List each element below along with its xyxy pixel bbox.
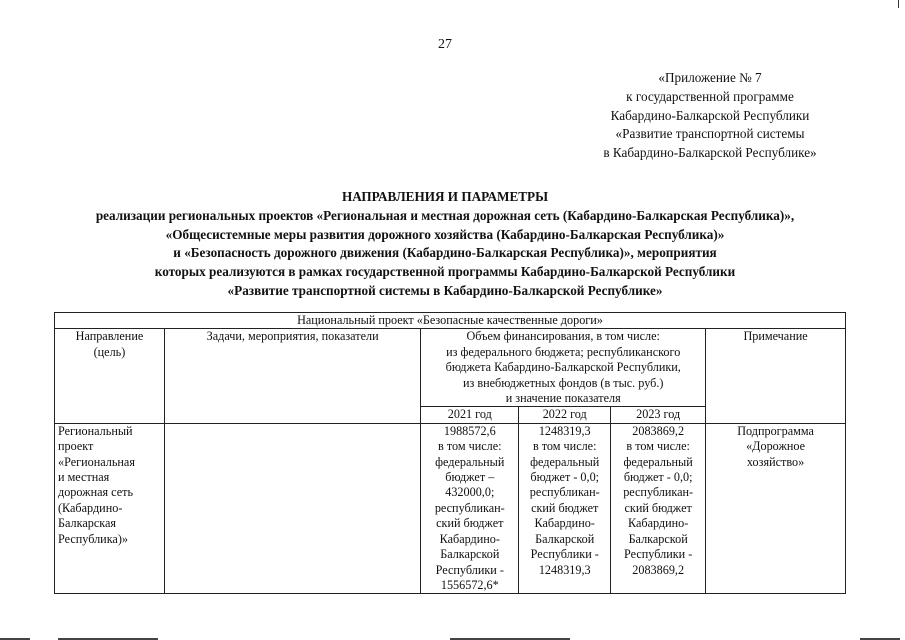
document-heading (0, 188, 890, 301)
row-2023-line: 2083869,2 (632, 423, 685, 438)
row-2021-line: 1556572,6* (440, 577, 499, 592)
row-2023-line: в том числе: (626, 439, 690, 454)
row-direction-line: дорожная сеть (58, 485, 134, 500)
row-note-line: хозяйство» (746, 454, 805, 469)
row-2023-line: Кабардино- (627, 516, 689, 531)
page-number: 27 (438, 37, 452, 52)
appendix-line: в Кабардино-Балкарской Республике» (603, 145, 817, 161)
row-2022-line: 1248319,3 (538, 562, 591, 577)
heading-line: реализации региональных проектов «Региональная и местная дорожная сеть (Кабардино-Балкарская Республика)», (95, 207, 795, 223)
row-2021-line: 1988572,6 (443, 423, 496, 438)
appendix-line: к государственной программе (626, 88, 794, 104)
heading-line: и «Безопасность дорожного движения (Кабардино-Балкарская Республика)», мероприятия (173, 245, 717, 261)
project-title-cell: Национальный проект «Безопасные качественные дороги» (55, 313, 846, 329)
row-2023-line: ский бюджет (624, 500, 692, 515)
header-tasks: Задачи, мероприятия, показатели (164, 329, 420, 423)
header-direction-line: (цель) (93, 344, 126, 359)
scan-corner-mark (898, 0, 899, 8)
appendix-block (560, 69, 860, 163)
heading-line: «Развитие транспортной системы в Кабардино-Балкарской Республике» (227, 282, 663, 298)
row-direction-line: Балкарская (58, 516, 116, 531)
row-note-line: Подпрограмма (737, 423, 814, 438)
row-2022-line: 1248319,3 (538, 423, 591, 438)
row-direction-line: (Кабардино- (58, 500, 123, 515)
heading-line: которых реализуются в рамках государственной программы Кабардино-Балкарской Республики (154, 264, 736, 280)
row-direction (55, 423, 165, 593)
row-2022 (519, 423, 611, 593)
row-2021-line: федеральный (435, 454, 505, 469)
row-2021-line: Республики - (435, 562, 504, 577)
row-2021-line: в том числе: (438, 439, 502, 454)
row-2022-line: Балкарской (535, 531, 595, 546)
header-direction-line: Направление (75, 329, 144, 344)
row-2021-line: Балкарской (440, 547, 500, 562)
row-2023-line: 2083869,2 (632, 562, 685, 577)
header-finance (421, 329, 706, 407)
appendix-line: «Приложение № 7 (658, 70, 762, 85)
header-row (55, 329, 846, 407)
header-finance-line: и значение показателя (505, 391, 621, 406)
project-title-row (55, 313, 846, 329)
header-finance-line: из федерального бюджета; республиканского (446, 344, 681, 359)
row-2021-line: бюджет – (445, 470, 495, 485)
year-2022-header: 2022 год (519, 407, 611, 423)
year-2021-header: 2021 год (421, 407, 519, 423)
heading-title: НАПРАВЛЕНИЯ И ПАРАМЕТРЫ (341, 189, 549, 204)
row-direction-line: проект (58, 439, 94, 454)
header-finance-line: бюджета Кабардино-Балкарской Республики, (445, 360, 681, 375)
row-direction-line: Республика)» (58, 531, 128, 546)
row-2023 (611, 423, 706, 593)
row-2022-line: республикан- (529, 485, 600, 500)
row-2021-line: республикан- (434, 500, 505, 515)
header-finance-line: Объем финансирования, в том числе: (466, 329, 660, 344)
appendix-line: Кабардино-Балкарской Республики (610, 107, 810, 123)
row-direction-line: Региональный (58, 423, 133, 438)
row-2022-line: в том числе: (532, 439, 597, 454)
row-2022-line: ский бюджет (531, 500, 599, 515)
year-2023-header: 2023 год (611, 407, 706, 423)
header-finance-line: из внебюджетных фондов (в тыс. руб.) (462, 375, 664, 390)
heading-line: «Общесистемные меры развития дорожного хозяйства (Кабардино-Балкарская Республика)» (165, 226, 725, 242)
table-row (55, 423, 846, 593)
row-2022-line: Кабардино- (534, 516, 595, 531)
row-direction-line: «Региональная (58, 454, 135, 469)
parameters-table (54, 312, 846, 594)
row-2022-line: бюджет - 0,0; (530, 470, 600, 485)
row-note (706, 423, 846, 593)
row-2023-line: Балкарской (628, 531, 688, 546)
header-direction (55, 329, 165, 423)
row-2021 (421, 423, 519, 593)
row-2021-line: Кабардино- (439, 531, 500, 546)
row-tasks (164, 423, 420, 593)
row-2022-line: Республики - (530, 547, 599, 562)
row-2022-line: федеральный (530, 454, 600, 469)
row-note-line: «Дорожное (746, 439, 806, 454)
row-2021-line: ский бюджет (436, 516, 504, 531)
row-2023-line: республикан- (623, 485, 694, 500)
row-2023-line: федеральный (623, 454, 693, 469)
header-note: Примечание (706, 329, 846, 423)
row-2021-line: 432000,0; (445, 485, 495, 500)
appendix-line: «Развитие транспортной системы (615, 126, 805, 142)
row-2023-line: Республики - (624, 547, 693, 562)
row-direction-line: и местная (58, 470, 110, 485)
row-2023-line: бюджет - 0,0; (623, 470, 693, 485)
